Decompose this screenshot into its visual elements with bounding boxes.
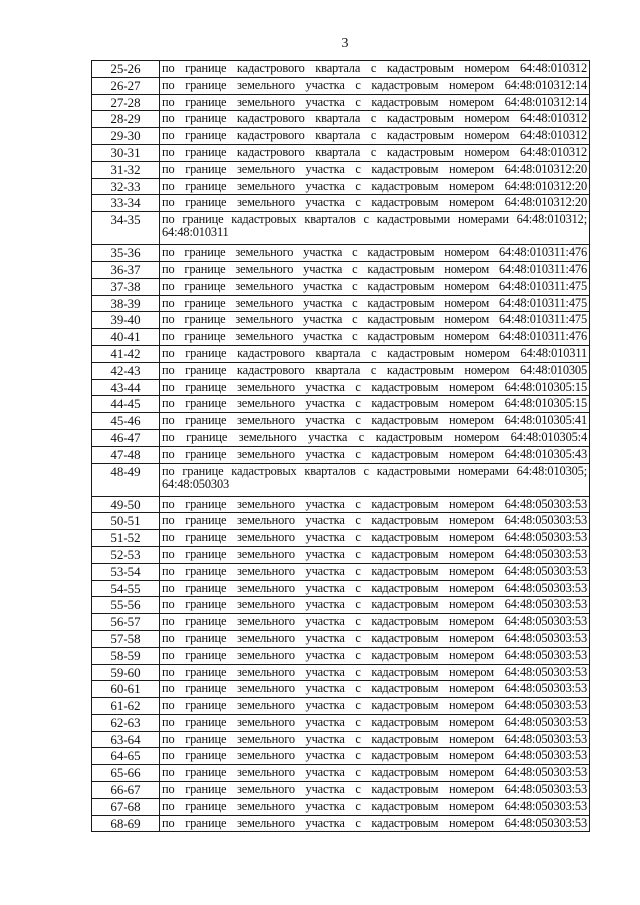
table-row: [92, 144, 590, 161]
description-cell: по границе земельного участка с кадастровым номером 64:48:010311:475: [160, 295, 590, 312]
description-cell: по границе земельного участка с кадастровым номером 64:48:010311:475: [160, 278, 590, 295]
segment-cell: 56-57: [92, 614, 160, 631]
description-cell: по границе кадастрового квартала с кадастровым номером 64:48:010312: [160, 61, 590, 78]
segment-cell: 62-63: [92, 714, 160, 731]
description-cell: по границе земельного участка с кадастровым номером 64:48:050303:53: [160, 698, 590, 715]
table-row: [92, 580, 590, 597]
description-cell: по границе земельного участка с кадастровым номером 64:48:050303:53: [160, 546, 590, 563]
table-row: [92, 496, 590, 513]
description-cell: по границе кадастровых кварталов с кадастровыми номерами 64:48:010312; 64:48:010311: [160, 212, 590, 245]
table-row: [92, 111, 590, 128]
description-cell: по границе земельного участка с кадастровым номером 64:48:050303:53: [160, 597, 590, 614]
table-row: [92, 94, 590, 111]
table-row: [92, 77, 590, 94]
table-row: [92, 748, 590, 765]
table-row: [92, 714, 590, 731]
description-cell: по границе земельного участка с кадастровым номером 64:48:050303:53: [160, 748, 590, 765]
description-cell: по границе земельного участка с кадастровым номером 64:48:050303:53: [160, 630, 590, 647]
description-cell: по границе земельного участка с кадастровым номером 64:48:050303:53: [160, 614, 590, 631]
table-row: [92, 362, 590, 379]
table-row: [92, 295, 590, 312]
table-row: [92, 798, 590, 815]
table-row: [92, 681, 590, 698]
table-row: [92, 530, 590, 547]
table-row: [92, 261, 590, 278]
description-cell: по границе земельного участка с кадастровым номером 64:48:050303:53: [160, 563, 590, 580]
segment-cell: 28-29: [92, 111, 160, 128]
table-row: [92, 161, 590, 178]
boundary-table-body: [92, 61, 590, 832]
segment-cell: 66-67: [92, 782, 160, 799]
table-row: [92, 563, 590, 580]
segment-cell: 65-66: [92, 765, 160, 782]
segment-cell: 29-30: [92, 128, 160, 145]
segment-cell: 46-47: [92, 429, 160, 446]
segment-cell: 48-49: [92, 463, 160, 496]
table-row: [92, 245, 590, 262]
segment-cell: 55-56: [92, 597, 160, 614]
table-row: [92, 413, 590, 430]
description-cell: по границе кадастровых кварталов с кадастровыми номерами 64:48:010305; 64:48:050303: [160, 463, 590, 496]
segment-cell: 33-34: [92, 195, 160, 212]
segment-cell: 49-50: [92, 496, 160, 513]
table-row: [92, 329, 590, 346]
table-row: [92, 765, 590, 782]
table-row: [92, 513, 590, 530]
description-cell: по границе земельного участка с кадастровым номером 64:48:050303:53: [160, 496, 590, 513]
segment-cell: 36-37: [92, 261, 160, 278]
segment-cell: 52-53: [92, 546, 160, 563]
description-cell: по границе земельного участка с кадастровым номером 64:48:010311:476: [160, 245, 590, 262]
table-row: [92, 379, 590, 396]
description-cell: по границе земельного участка с кадастровым номером 64:48:010305:15: [160, 396, 590, 413]
segment-cell: 59-60: [92, 664, 160, 681]
segment-cell: 54-55: [92, 580, 160, 597]
segment-cell: 50-51: [92, 513, 160, 530]
segment-cell: 51-52: [92, 530, 160, 547]
table-row: [92, 614, 590, 631]
table-row: [92, 731, 590, 748]
description-cell: по границе земельного участка с кадастровым номером 64:48:050303:53: [160, 714, 590, 731]
description-cell: по границе земельного участка с кадастровым номером 64:48:050303:53: [160, 647, 590, 664]
segment-cell: 41-42: [92, 345, 160, 362]
segment-cell: 60-61: [92, 681, 160, 698]
segment-cell: 63-64: [92, 731, 160, 748]
segment-cell: 53-54: [92, 563, 160, 580]
description-cell: по границе земельного участка с кадастровым номером 64:48:010311:476: [160, 329, 590, 346]
description-cell: по границе земельного участка с кадастровым номером 64:48:010311:476: [160, 261, 590, 278]
table-row: [92, 178, 590, 195]
segment-cell: 67-68: [92, 798, 160, 815]
segment-cell: 42-43: [92, 362, 160, 379]
segment-cell: 35-36: [92, 245, 160, 262]
segment-cell: 37-38: [92, 278, 160, 295]
table-row: [92, 597, 590, 614]
table-row: [92, 345, 590, 362]
table-row: [92, 128, 590, 145]
segment-cell: 58-59: [92, 647, 160, 664]
table-row: [92, 212, 590, 245]
description-cell: по границе кадастрового квартала с кадастровым номером 64:48:010305: [160, 362, 590, 379]
table-row: [92, 429, 590, 446]
description-cell: по границе земельного участка с кадастровым номером 64:48:010305:15: [160, 379, 590, 396]
segment-cell: 26-27: [92, 77, 160, 94]
table-row: [92, 61, 590, 78]
description-cell: по границе земельного участка с кадастровым номером 64:48:050303:53: [160, 664, 590, 681]
description-cell: по границе земельного участка с кадастровым номером 64:48:050303:53: [160, 798, 590, 815]
segment-cell: 44-45: [92, 396, 160, 413]
segment-cell: 27-28: [92, 94, 160, 111]
description-cell: по границе земельного участка с кадастровым номером 64:48:010312:14: [160, 94, 590, 111]
segment-cell: 25-26: [92, 61, 160, 78]
segment-cell: 40-41: [92, 329, 160, 346]
segment-cell: 64-65: [92, 748, 160, 765]
table-row: [92, 312, 590, 329]
description-cell: по границе кадастрового квартала с кадастровым номером 64:48:010312: [160, 128, 590, 145]
segment-cell: 61-62: [92, 698, 160, 715]
table-row: [92, 546, 590, 563]
description-cell: по границе кадастрового квартала с кадастровым номером 64:48:010311: [160, 345, 590, 362]
segment-cell: 30-31: [92, 144, 160, 161]
segment-cell: 68-69: [92, 815, 160, 832]
table-row: [92, 446, 590, 463]
segment-cell: 43-44: [92, 379, 160, 396]
page-number: 3: [341, 36, 349, 51]
description-cell: по границе земельного участка с кадастровым номером 64:48:010305:43: [160, 446, 590, 463]
description-cell: по границе земельного участка с кадастровым номером 64:48:050303:53: [160, 765, 590, 782]
description-cell: по границе земельного участка с кадастровым номером 64:48:010305:4: [160, 429, 590, 446]
description-cell: по границе земельного участка с кадастровым номером 64:48:050303:53: [160, 815, 590, 832]
table-row: [92, 698, 590, 715]
description-cell: по границе земельного участка с кадастровым номером 64:48:010305:41: [160, 413, 590, 430]
description-cell: по границе кадастрового квартала с кадастровым номером 64:48:010312: [160, 144, 590, 161]
description-cell: по границе земельного участка с кадастровым номером 64:48:010312:20: [160, 195, 590, 212]
segment-cell: 57-58: [92, 630, 160, 647]
description-cell: по границе земельного участка с кадастровым номером 64:48:050303:53: [160, 513, 590, 530]
description-cell: по границе земельного участка с кадастровым номером 64:48:010312:14: [160, 77, 590, 94]
description-cell: по границе земельного участка с кадастровым номером 64:48:050303:53: [160, 731, 590, 748]
table-row: [92, 630, 590, 647]
segment-cell: 34-35: [92, 212, 160, 245]
table-row: [92, 782, 590, 799]
description-cell: по границе земельного участка с кадастровым номером 64:48:050303:53: [160, 681, 590, 698]
segment-cell: 31-32: [92, 161, 160, 178]
table-row: [92, 278, 590, 295]
table-row: [92, 396, 590, 413]
description-cell: по границе земельного участка с кадастровым номером 64:48:010312:20: [160, 178, 590, 195]
segment-cell: 47-48: [92, 446, 160, 463]
segment-cell: 38-39: [92, 295, 160, 312]
table-row: [92, 664, 590, 681]
boundary-table: [91, 60, 590, 832]
description-cell: по границе земельного участка с кадастровым номером 64:48:010311:475: [160, 312, 590, 329]
description-cell: по границе земельного участка с кадастровым номером 64:48:050303:53: [160, 530, 590, 547]
description-cell: по границе земельного участка с кадастровым номером 64:48:050303:53: [160, 580, 590, 597]
table-row: [92, 195, 590, 212]
segment-cell: 39-40: [92, 312, 160, 329]
table-row: [92, 647, 590, 664]
table-row: [92, 463, 590, 496]
description-cell: по границе кадастрового квартала с кадастровым номером 64:48:010312: [160, 111, 590, 128]
segment-cell: 45-46: [92, 413, 160, 430]
table-row: [92, 815, 590, 832]
description-cell: по границе земельного участка с кадастровым номером 64:48:050303:53: [160, 782, 590, 799]
segment-cell: 32-33: [92, 178, 160, 195]
description-cell: по границе земельного участка с кадастровым номером 64:48:010312:20: [160, 161, 590, 178]
